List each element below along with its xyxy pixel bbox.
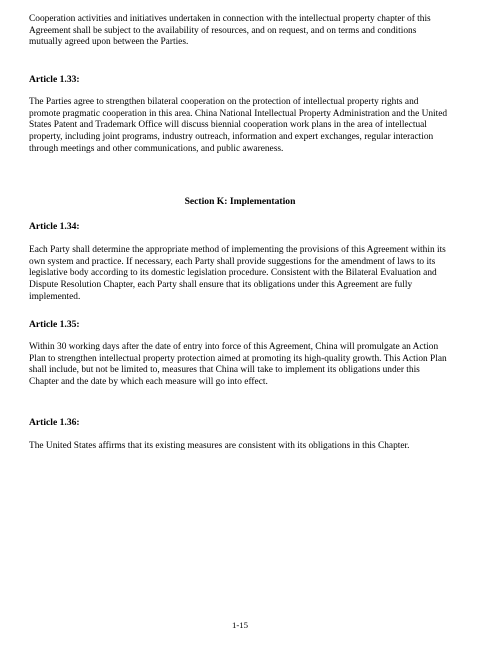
article-1-33-heading: Article 1.33: <box>29 74 80 85</box>
article-1-34-text: Each Party shall determine the appropriate method of implementing the provisions of this Agreement within its own system and practice. If necessary, each Party shall provide suggestions for the amendment of laws to its legislative body according to its domestic legislation procedure. Consistent with the Bilateral Evaluation and Dispute Resolution Chapter, each Party shall ensure that its obligations under this Agreement are fully implemented. <box>29 245 446 302</box>
article-1-33-text: The Parties agree to strengthen bilateral cooperation on the protection of intellectual property rights and promote pragmatic cooperation in this area. China National Intellectual Property Administration and the United States Patent and Trademark Office will discuss biennial cooperation work plans in the area of intellectual property, including joint programs, industry outreach, information and expert exchanges, regular interaction through meetings and other communications, and public awareness. <box>29 97 448 154</box>
article-1-36-text: The United States affirms that its existing measures are consistent with its obligations in this Chapter. <box>29 441 410 451</box>
article-1-34-heading: Article 1.34: <box>29 221 80 232</box>
intro-paragraph: Cooperation activities and initiatives undertaken in connection with the intellectual property chapter of this Agreement shall be subject to the availability of resources, and on request, and on terms and conditions mutually agreed upon between the Parties. <box>29 14 431 48</box>
page-number: 1-15 <box>231 620 249 630</box>
article-1-35-text: Within 30 working days after the date of entry into force of this Agreement, China will promulgate an Action Plan to strengthen intellectual property protection aimed at promoting its high-quality growth. This Action Plan shall include, but not be limited to, measures that China will take to implement its obligations under this Chapter and the date by which each measure will go into effect. <box>29 342 447 388</box>
article-1-36-heading: Article 1.36: <box>29 417 80 428</box>
article-1-35-heading: Article 1.35: <box>29 319 80 330</box>
section-k-title: Section K: Implementation <box>184 196 296 207</box>
